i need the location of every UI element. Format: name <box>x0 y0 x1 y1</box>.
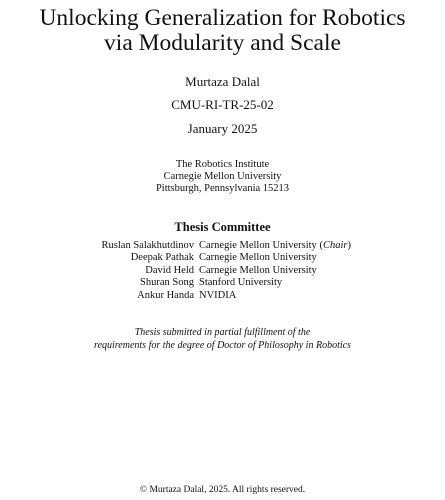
address-line-1: The Robotics Institute <box>175 159 270 170</box>
member-affiliation <box>199 240 351 252</box>
member-name: Shuran Song <box>140 277 194 289</box>
committee-member <box>0 252 445 264</box>
committee-member <box>0 240 445 252</box>
committee-list <box>0 240 445 302</box>
committee-member <box>0 265 445 277</box>
institution-address <box>0 159 445 195</box>
committee-heading: Thesis Committee <box>174 220 271 234</box>
member-affiliation: NVIDIA <box>199 289 237 301</box>
member-name: David Held <box>145 264 194 276</box>
address-line-3: Pittsburgh, Pennsylvania 15213 <box>155 183 290 194</box>
publication-date: January 2025 <box>187 121 258 136</box>
committee-member <box>0 277 445 289</box>
member-affiliation: Carnegie Mellon University <box>199 252 317 264</box>
member-name: Ankur Handa <box>137 289 194 301</box>
submission-statement <box>0 327 445 352</box>
copyright-notice: © Murtaza Dalal, 2025. All rights reserved. <box>139 485 306 495</box>
role-open-paren: ( <box>316 240 323 251</box>
report-number: CMU-RI-TR-25-02 <box>171 97 274 112</box>
thesis-title <box>0 6 445 56</box>
submission-line-1: Thesis submitted in partial fulfillment of the <box>134 327 311 338</box>
address-line-2: Carnegie Mellon University <box>163 171 282 182</box>
role-close-paren: ) <box>347 240 351 251</box>
title-line-1: Unlocking Generalization for Robotics <box>39 5 406 31</box>
author-name: Murtaza Dalal <box>185 74 260 89</box>
member-affiliation: Carnegie Mellon University <box>199 264 317 276</box>
member-role: Chair <box>322 240 348 251</box>
member-affiliation: Stanford University <box>199 277 283 289</box>
member-name: Deepak Pathak <box>130 252 194 264</box>
member-name: Ruslan Salakhutdinov <box>101 240 194 251</box>
submission-line-2: requirements for the degree of Doctor of Philosophy in Robotics <box>94 339 351 351</box>
committee-member <box>0 290 445 302</box>
affiliation-text: Carnegie Mellon University <box>199 240 317 251</box>
title-line-2: via Modularity and Scale <box>104 30 341 56</box>
